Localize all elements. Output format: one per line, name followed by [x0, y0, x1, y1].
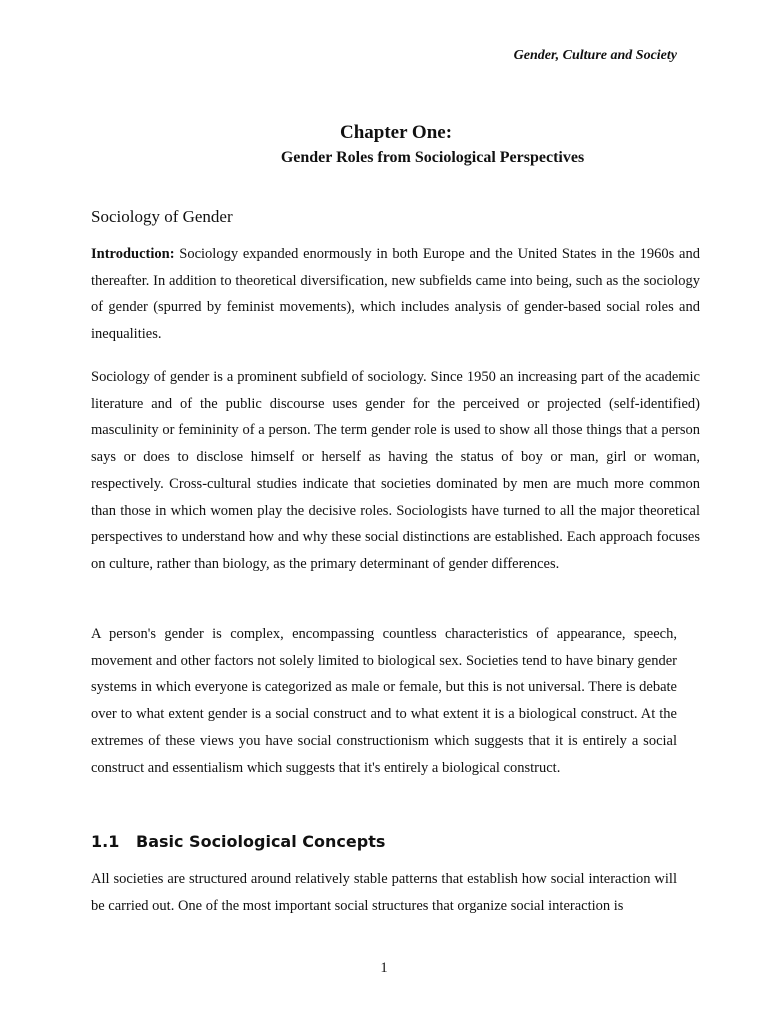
paragraph-lead: Introduction:	[91, 246, 175, 262]
paragraph-text: Sociology expanded enormously in both Europe and the United States in the 1960s and thereafter. In addition to theoretical diversification, new subfields came into being, such as the sociology of gender (spurred by feminist movements), which includes analysis of gender-based social roles and inequalities.	[91, 246, 700, 343]
section-heading: Sociology of Gender	[91, 207, 233, 226]
paragraph-sociology-of-gender: Sociology of gender is a prominent subfield of sociology. Since 1950 an increasing part of the academic literature and of the public discourse uses gender for the perceived or projected (self-identified) masculinity or femininity of a person. The term gender role is used to show all those things that a person says or does to disclose himself or herself as having the status of boy or man, girl or woman, respectively. Cross-cultural studies indicate that societies dominated by men are much more common than those in which women play the decisive roles. Sociologists have turned to all the major theoretical perspectives to understand how and why these social distinctions are established. Each approach focuses on culture, rather than biology, as the primary determinant of gender differences.	[91, 369, 700, 572]
page-number: 1	[380, 960, 388, 976]
running-header-title: Gender, Culture and Society	[513, 48, 677, 63]
paragraph-introduction	[91, 241, 700, 348]
subsection-heading	[91, 831, 385, 853]
subsection-title: Basic Sociological Concepts	[136, 832, 386, 851]
paragraph-social-structures: All societies are structured around relatively stable patterns that establish how social interaction will be carried out. One of the most important social structures that organize social interaction is	[91, 871, 677, 914]
paragraph-gender-complexity: A person's gender is complex, encompassing countless characteristics of appearance, speech, movement and other factors not solely limited to biological sex. Societies tend to have binary gender systems in which everyone is categorized as male or female, but this is not universal. There is debate over to what extent gender is a social construct and to what extent it is a biological construct. At the extremes of these views you have social constructionism which suggests that it is entirely a social construct and essentialism which suggests that it's entirely a biological construct.	[91, 626, 677, 776]
chapter-title: Chapter One:	[339, 122, 453, 143]
chapter-subtitle: Gender Roles from Sociological Perspectives	[280, 149, 585, 166]
subsection-number: 1.1	[91, 832, 120, 851]
